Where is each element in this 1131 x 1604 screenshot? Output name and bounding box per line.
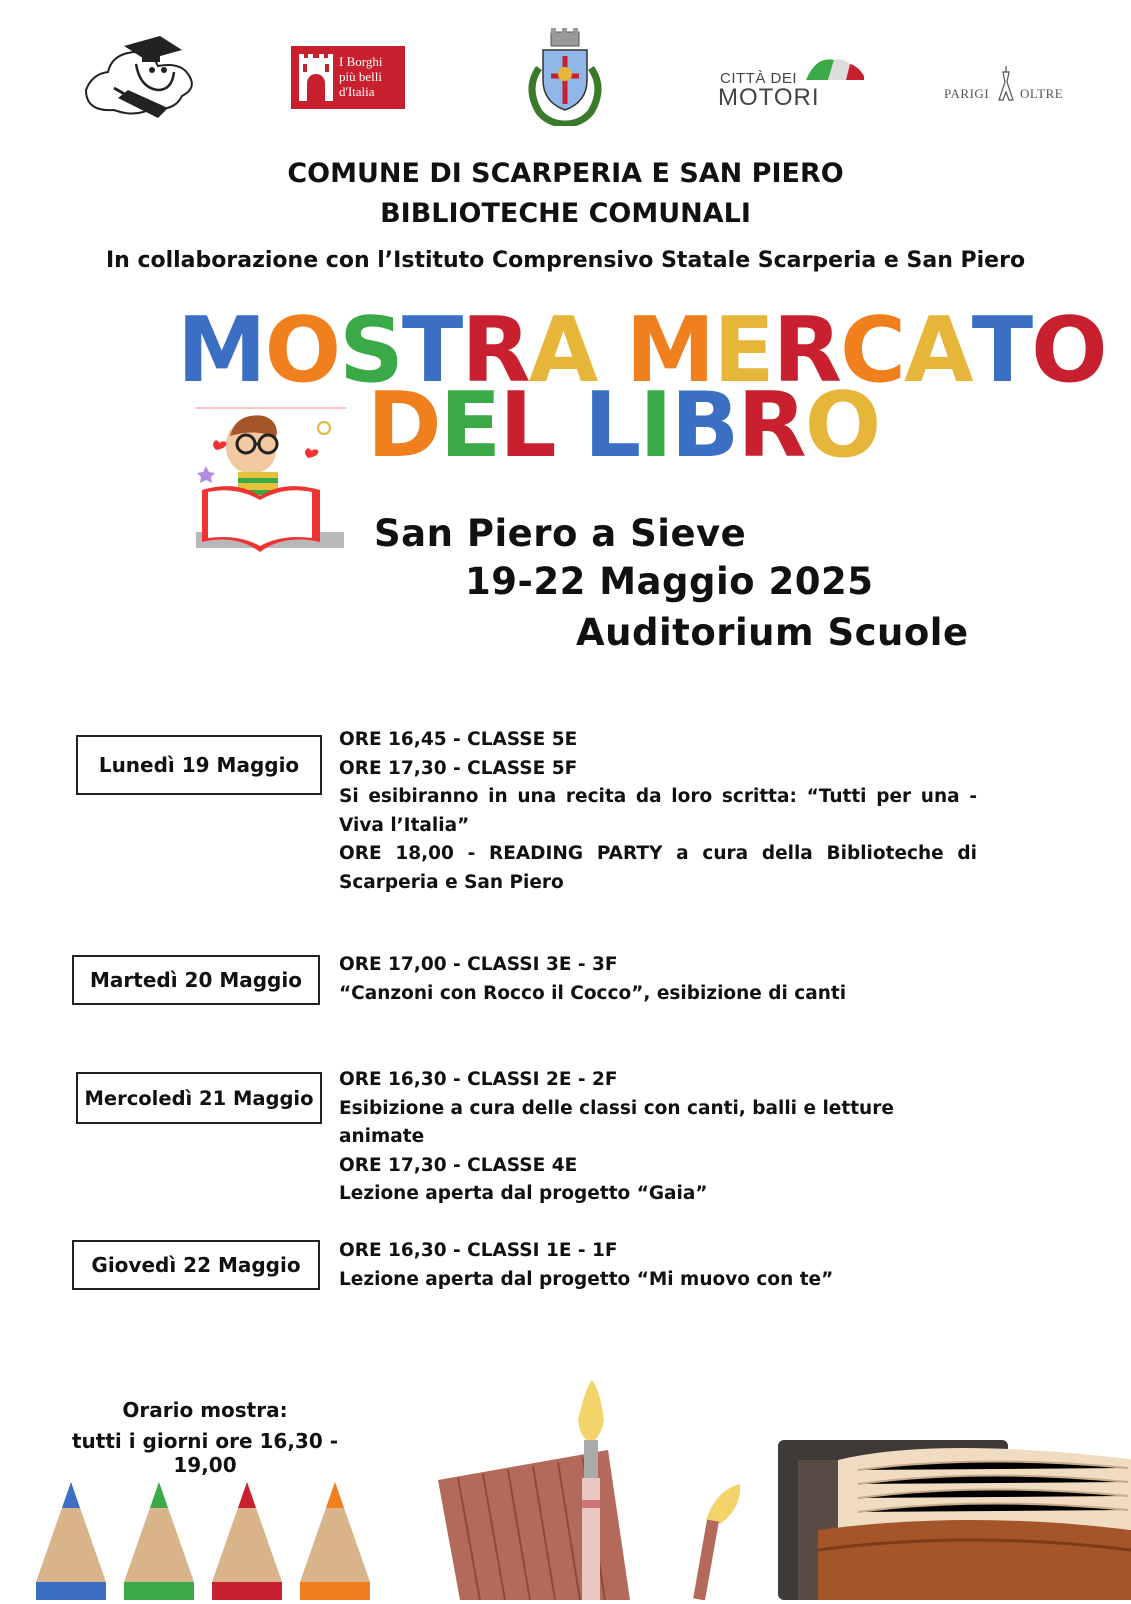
- day-box-mercoledi: Mercoledì 21 Maggio: [76, 1072, 322, 1124]
- schedule-line: Esibizione a cura delle classi con canti, balli e letture animate: [339, 1097, 894, 1147]
- title-letter: C: [839, 298, 905, 403]
- title-letter: O: [1031, 298, 1106, 403]
- borghi-italia-logo: [291, 46, 405, 109]
- schedule-line: ORE 16,30 - CLASSI 1E - 1F: [339, 1240, 618, 1261]
- schedule-line: ORE 16,30 - CLASSI 2E - 2F: [339, 1069, 618, 1090]
- title-letter: E: [439, 373, 500, 478]
- tower-icon: [297, 52, 335, 103]
- municipal-crest: [525, 28, 605, 126]
- title-letter: A: [528, 298, 597, 403]
- schedule-line: ORE 17,30 - CLASSE 5F: [339, 757, 578, 779]
- pencil-icon: [212, 1482, 282, 1600]
- parigi-right: OLTRE: [1020, 86, 1064, 101]
- citta-dei-motori-logo: [718, 52, 868, 112]
- schedule-line: Viva l’Italia”: [339, 814, 470, 836]
- borghi-line-2: più belli: [339, 69, 382, 84]
- schedule-line: Lezione aperta dal progetto “Mi muovo con te”: [339, 1268, 834, 1290]
- schedule-line: ORE 17,00 - CLASSI 3E - 3F: [339, 954, 618, 975]
- schedule-line: Scarperia e San Piero: [339, 871, 564, 893]
- pencil-icon: [124, 1482, 194, 1600]
- title-letter: B: [670, 373, 738, 478]
- schedule-line: ORE 17,30 - CLASSE 4E: [339, 1154, 578, 1176]
- eiffel-tower-icon: [996, 66, 1016, 102]
- comune-heading: COMUNE DI SCARPERIA E SAN PIERO: [287, 158, 844, 189]
- title-letter: L: [583, 373, 640, 478]
- title-letter: E: [713, 298, 773, 403]
- location-venue: Auditorium Scuole: [576, 611, 969, 654]
- title-letter: D: [367, 373, 440, 478]
- orario-label: Orario mostra:: [122, 1398, 288, 1422]
- day-box-giovedi: Giovedì 22 Maggio: [72, 1240, 320, 1290]
- title-letter: L: [499, 373, 555, 478]
- parigi-left: PARIGI: [944, 86, 990, 101]
- title-letter: R: [737, 373, 805, 478]
- schedule-line: Si esibiranno in una recita da loro scritta: “Tutti per una -: [339, 786, 977, 807]
- colored-pencils-illustration: [36, 1482, 380, 1600]
- italian-flag-swoosh-icon: [802, 54, 868, 84]
- title-letter: R: [461, 298, 529, 403]
- pencil-icon: [36, 1482, 106, 1600]
- title-letter: R: [772, 298, 840, 403]
- motori-line-1: CITTÀ DEI: [720, 70, 798, 87]
- schedule-giovedi: [339, 1237, 977, 1294]
- title-letter: O: [264, 298, 340, 403]
- title-letter: S: [339, 298, 402, 403]
- title-letter: T: [401, 298, 462, 403]
- schedule-lunedi: [339, 726, 977, 897]
- title-letter: M: [625, 298, 714, 403]
- parigi-oltre-logo: [940, 64, 1072, 104]
- schedule-line: ORE 16,45 - CLASSE 5E: [339, 729, 578, 750]
- title-del-libro: [367, 373, 880, 478]
- schedule-line: Lezione aperta dal progetto “Gaia”: [339, 1183, 708, 1204]
- schedule-line: ORE 18,00 - READING PARTY a cura della Biblioteche di: [339, 843, 977, 864]
- day-box-martedi: Martedì 20 Maggio: [72, 955, 320, 1005]
- title-letter: A: [904, 298, 972, 403]
- title-letter: T: [971, 298, 1032, 403]
- title-letter: I: [639, 373, 671, 478]
- schedule-martedi: [339, 951, 977, 1008]
- graduate-cartoon-logo: [78, 28, 206, 122]
- borghi-line-3: d'Italia: [339, 84, 375, 99]
- schedule-line: “Canzoni con Rocco il Cocco”, esibizione di canti: [339, 982, 847, 1004]
- motori-line-2: MOTORI: [718, 84, 820, 111]
- collaboration-subheading: In collaborazione con l’Istituto Comprensivo Statale Scarperia e San Piero: [105, 248, 1026, 273]
- books-and-brushes-illustration: [438, 1380, 1131, 1600]
- biblioteche-heading: BIBLIOTECHE COMUNALI: [380, 198, 751, 229]
- pencil-icon: [300, 1482, 370, 1600]
- orario-value: tutti i giorni ore 16,30 - 19,00: [71, 1429, 339, 1477]
- schedule-mercoledi: [339, 1066, 977, 1209]
- title-letter: [555, 381, 584, 471]
- location-place: San Piero a Sieve: [374, 512, 747, 555]
- title-letter: M: [177, 298, 265, 403]
- child-reading-book-illustration: [196, 400, 348, 562]
- title-letter: O: [804, 373, 880, 478]
- borghi-line-1: I Borghi: [339, 54, 383, 69]
- day-box-lunedi: Lunedì 19 Maggio: [76, 735, 322, 795]
- location-dates: 19-22 Maggio 2025: [465, 560, 874, 603]
